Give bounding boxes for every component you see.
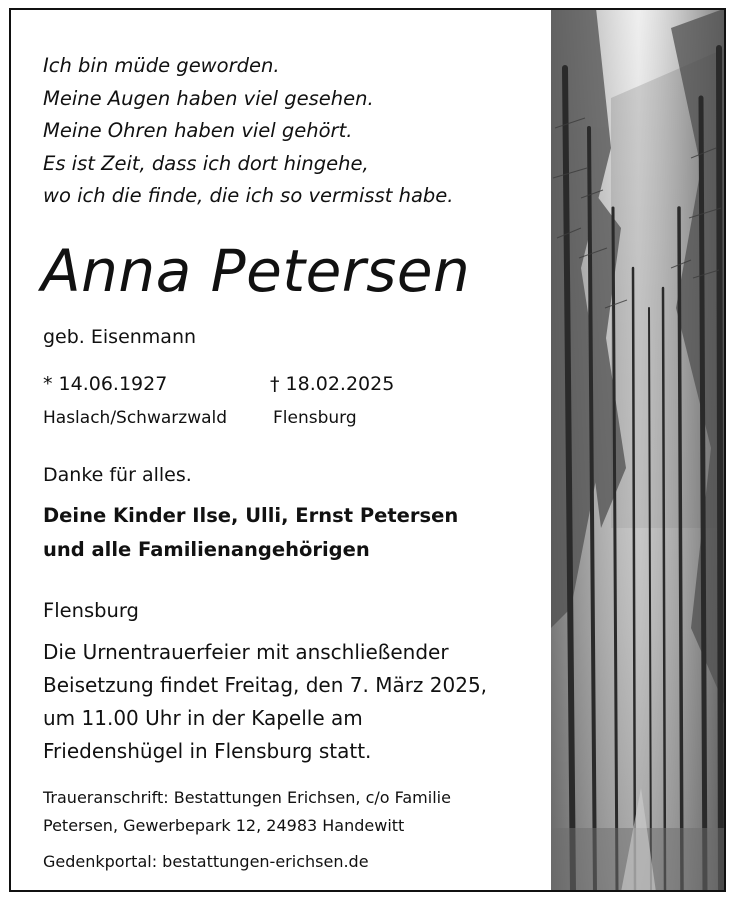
poem-line: Meine Ohren haben viel gehört. [43, 119, 353, 142]
city: Flensburg [43, 599, 139, 622]
death-date: † 18.02.2025 [270, 373, 395, 395]
poem-line: wo ich die finde, die ich so vermisst habe. [43, 184, 454, 207]
mourning-address [43, 784, 451, 840]
poem-line: Meine Augen haben viel gesehen. [43, 86, 374, 110]
maiden-name: geb. Eisenmann [43, 326, 197, 348]
poem-line: Ich bin müde geworden. [43, 54, 280, 77]
service-line: Die Urnentrauerfeier mit anschließender [43, 640, 449, 664]
birth-place: Haslach/Schwarzwald [43, 408, 228, 428]
forest-photo [551, 8, 726, 892]
birth-date: * 14.06.1927 [43, 373, 168, 395]
family-line: Deine Kinder Ilse, Ulli, Ernst Petersen [43, 504, 459, 527]
thanks-line: Danke für alles. [43, 464, 192, 486]
service-line: um 11.00 Uhr in der Kapelle am [43, 706, 363, 730]
poem-line: Es ist Zeit, dass ich dort hingehe, [43, 151, 369, 175]
address-line: Petersen, Gewerbepark 12, 24983 Handewitt [43, 816, 405, 835]
poem [43, 50, 453, 213]
service-line: Beisetzung findet Freitag, den 7. März 2025, [43, 673, 488, 697]
family-line: und alle Familienangehörigen [43, 538, 370, 561]
address-line: Traueranschrift: Bestattungen Erichsen, c/o Familie [43, 788, 451, 807]
family-signature [43, 499, 458, 567]
service-line: Friedenshügel in Flensburg statt. [43, 739, 372, 763]
deceased-name: Anna Petersen [41, 237, 471, 305]
memorial-portal: Gedenkportal: bestattungen-erichsen.de [43, 852, 369, 871]
death-place: Flensburg [273, 408, 357, 428]
service-notice [43, 636, 487, 768]
obituary-frame [9, 8, 726, 892]
